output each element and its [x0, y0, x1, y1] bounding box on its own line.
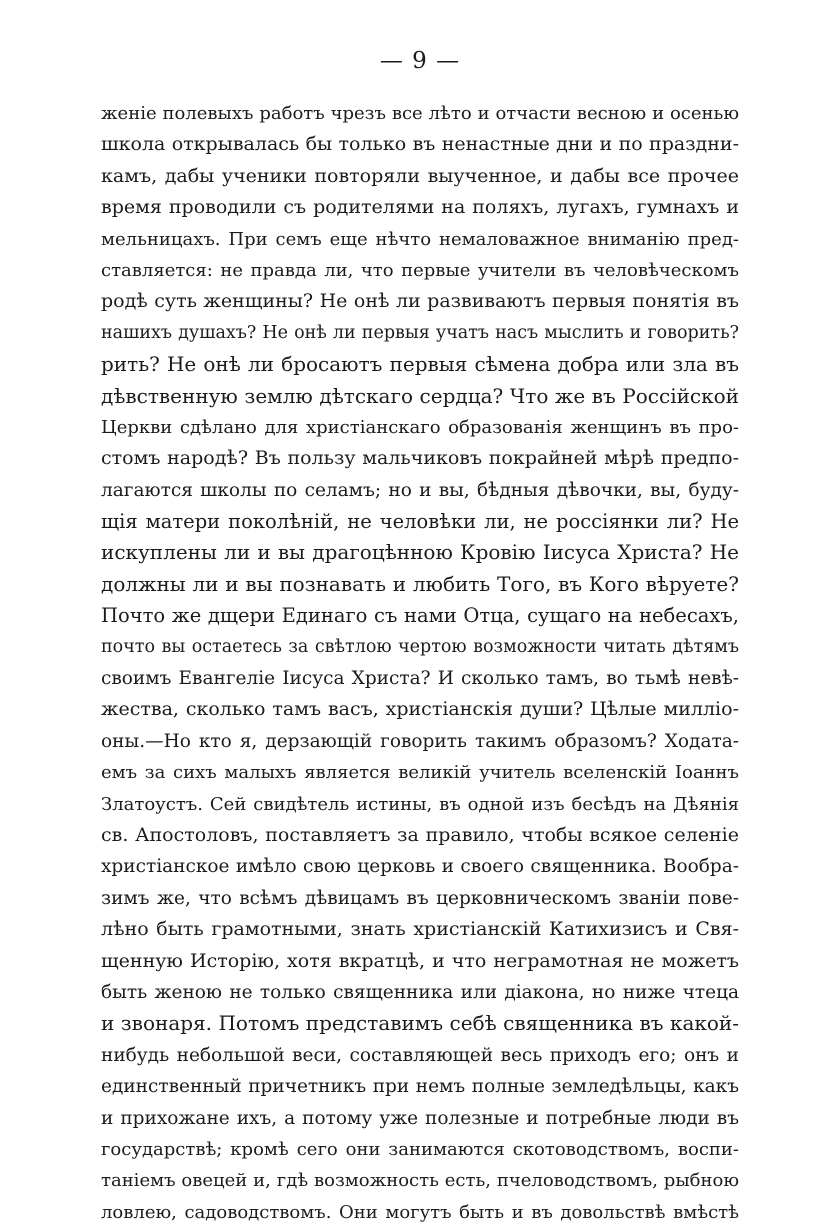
text-line: ловлею, садоводствомъ. Они могутъ быть и въ довольствѣ вмѣстѣ [101, 1201, 739, 1223]
text-line: щенную Исторію, хотя вкратцѣ, и что неграмотная не можетъ [101, 949, 739, 972]
text-line: ставляется: не правда ли, что первые учители въ человѣческомъ [101, 259, 739, 281]
text-line: св. Апостоловъ, поставляетъ за правило, чтобы всякое селеніе [101, 823, 739, 846]
text-line: емъ за сихъ малыхъ является великій учитель вселенскій Іоаннъ [101, 762, 739, 784]
text-line: нибудь небольшой веси, составляющей весь приходъ его; онъ и [101, 1044, 739, 1066]
text-line: должны ли и вы познавать и любить Того, въ Кого вѣруете? [101, 571, 739, 596]
text-line: своимъ Евангеліе Іисуса Христа? И сколько тамъ, во тьмѣ невѣ- [101, 668, 739, 690]
text-line: почто вы остаетесь за свѣтлою чертою возможности читать дѣтямъ [101, 636, 739, 657]
text-line: время проводили съ родителями на поляхъ, лугахъ, гумнахъ и [101, 196, 739, 219]
text-line: щія матери поколѣній, не человѣки ли, не россіянки ли? Не [101, 510, 739, 534]
text-line: родѣ суть женщины? Не онѣ ли развиваютъ первыя понятія въ [101, 290, 739, 313]
text-line: Златоустъ. Сей свидѣтель истины, въ одной изъ бесѣдъ на Дѣянія [101, 793, 739, 815]
body-text [101, 98, 739, 1228]
text-line: школа открывалась бы только въ ненастные дни и по праздни- [101, 133, 739, 156]
text-line: таніемъ овецей и, гдѣ возможность есть, пчеловодствомъ, рыбною [101, 1170, 739, 1192]
text-line: единственный причетникъ при немъ полные земледѣльцы, какъ [101, 1076, 739, 1098]
text-line: нашихъ душахъ? Не онѣ ли первыя учатъ насъ мыслить и говорить? [101, 322, 739, 343]
page-number: — 9 — [379, 48, 461, 74]
text-line: зимъ же, что всѣмъ дѣвицамъ въ церковническомъ званіи пове- [101, 887, 739, 909]
text-line: жества, сколько тамъ васъ, христіанскія души? Цѣлые милліо- [101, 698, 739, 721]
text-line: лагаются школы по селамъ; но и вы, бѣдныя дѣвочки, вы, буду- [101, 479, 739, 501]
text-line: Церкви сдѣлано для христіанскаго образованія женщинъ въ про- [101, 416, 739, 438]
text-line: рить? Не онѣ ли бросаютъ первыя сѣмена добра или зла въ [101, 352, 739, 377]
text-line: лѣно быть грамотными, знать христіанскій Катихизисъ и Свя- [101, 918, 739, 941]
text-line: и прихожане ихъ, а потому уже полезные и потребные люди въ [101, 1107, 739, 1129]
text-line: и звонаря. Потомъ представимъ себѣ священника въ какой- [101, 1011, 739, 1036]
text-line: женіе полевыхъ работъ чрезъ все лѣто и отчасти весною и осенью [101, 103, 739, 124]
text-line: камъ, дабы ученики повторяли выученное, и дабы все прочее [101, 164, 739, 187]
text-line: мельницахъ. При семъ еще нѣчто немаловажное вниманію пред- [101, 228, 739, 250]
text-line: быть женою не только священника или діакона, но ниже чтеца [101, 981, 739, 1003]
text-line: искуплены ли и вы драгоцѣнною Кровію Іисуса Христа? Не [101, 540, 739, 565]
text-line: дѣвственную землю дѣтскаго сердца? Что же въ Россійской [101, 383, 739, 408]
text-line: оны.—Но кто я, дерзающій говорить такимъ образомъ? Ходата- [101, 730, 739, 752]
text-line: христіанское имѣло свою церковь и своего священника. Вообра- [101, 856, 739, 878]
text-line: Почто же дщери Единаго съ нами Отца, сущаго на небесахъ, [101, 604, 739, 628]
text-line: стомъ народѣ? Въ пользу мальчиковъ покрайней мѣрѣ предпо- [101, 447, 739, 470]
text-line: государствѣ; кромѣ сего они занимаются скотоводствомъ, воспи- [101, 1138, 739, 1160]
